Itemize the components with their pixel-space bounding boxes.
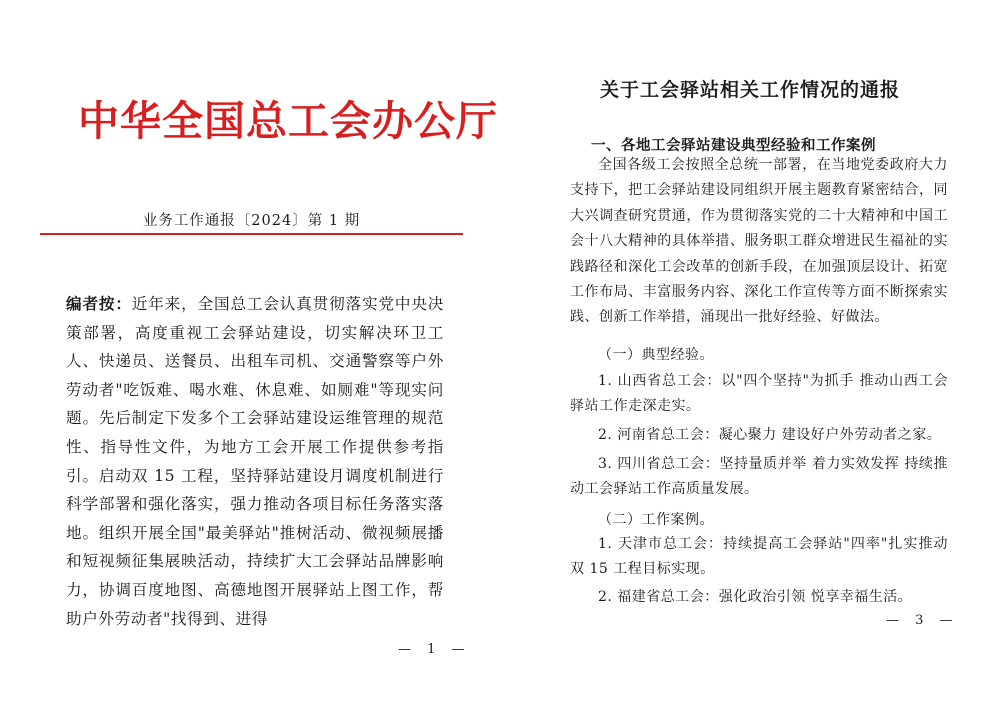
list-item: 1. 天津市总工会：持续提高工会驿站"四率"扎实推动双 15 工程目标实现。 — [570, 536, 948, 578]
section-heading: 一、各地工会驿站建设典型经验和工作案例 — [591, 137, 876, 154]
intro-paragraph: 全国各级工会按照全总统一部署，在当地党委政府大力支持下，把工会驿站建设同组织开展主题教育紧密结合，同大兴调查研究贯通，作为贯彻落实党的二十大精神和中国工会十八大精神的具体举措、服务职工群众增进民生福祉的实践路径和深化工会改革的创新手段，在加强顶层设计、拓宽工作布局、丰富服务内容、深化工作宣传等方面不断探索实践、创新工作举措，涌现出一批好经验、好做法。 — [570, 157, 948, 326]
list-item: 1. 山西省总工会：以"四个坚持"为抓手 推动山西工会驿站工作走深走实。 — [570, 373, 948, 415]
masthead-title: 中华全国总工会办公厅 — [78, 97, 498, 145]
editor-note-text: 近年来，全国总工会认真贯彻落实党中央决策部署，高度重视工会驿站建设，切实解决环卫工人、快递员、送餐员、出租车司机、交通警察等户外劳动者"吃饭难、喝水难、休息难、如厕难"等现实问题。先后制定下发多个工会驿站建设运维管理的规范性、指导性文件，为地方工会开展工作提供参考指引。启动双 15 工程，坚持驿站建设月调度机制进行科学部署和强化落实，强力推动各项目标任务落实落地。组织开展全国"最美驿站"推树活动、微视频展播和短视频征集展映活动，持续扩大工会驿站品牌影响力，协调百度地图、高德地图开展驿站上图工作，帮助户外劳动者"找得到、进得 — [66, 295, 444, 628]
document-title: 关于工会驿站相关工作情况的通报 — [599, 79, 900, 101]
list-item: 3. 四川省总工会：坚持量质并举 着力实效发挥 持续推动工会驿站工作高质量发展。 — [570, 456, 948, 498]
page-number-left: — 1 — — [398, 642, 471, 657]
subsection-heading-2: （二）工作案例。 — [598, 512, 714, 528]
editor-note — [66, 290, 444, 633]
red-divider-rule — [40, 233, 463, 235]
list-item: 2. 福建省总工会：强化政治引领 悦享幸福生活。 — [598, 589, 913, 605]
editor-note-label: 编者按： — [66, 294, 132, 313]
issue-line: 业务工作通报〔2024〕第 1 期 — [142, 213, 361, 229]
subsection-heading-1: （一）典型经验。 — [598, 347, 714, 363]
list-item: 2. 河南省总工会：凝心聚力 建设好户外劳动者之家。 — [598, 427, 942, 443]
page-number-right: — 3 — — [886, 613, 959, 628]
